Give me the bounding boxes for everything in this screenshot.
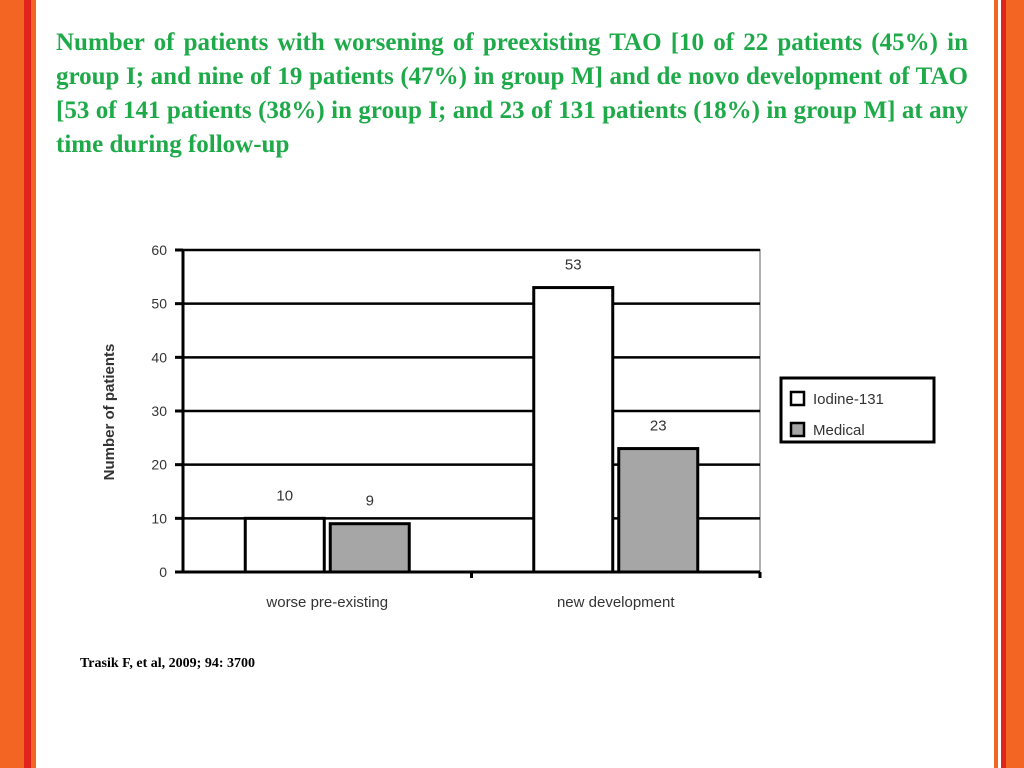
data-label: 9	[365, 492, 374, 510]
y-tick-label: 50	[151, 295, 167, 312]
legend-swatch	[791, 423, 804, 436]
bar	[245, 518, 324, 572]
y-tick-label: 0	[159, 564, 167, 580]
bar	[619, 449, 698, 572]
data-label: 10	[276, 487, 294, 505]
y-tick-label: 20	[151, 456, 167, 473]
legend-swatch	[791, 392, 804, 405]
legend-label: Iodine-131	[813, 391, 884, 408]
bar	[330, 524, 409, 572]
citation: Trasik F, et al, 2009; 94: 3700	[80, 656, 255, 671]
data-label: 53	[564, 256, 582, 274]
y-tick-label: 60	[151, 242, 167, 258]
y-tick-label: 30	[151, 403, 167, 419]
y-tick-label: 40	[151, 349, 167, 366]
slide-heading: Number of patients with worsening of preexisting TAO [10 of 22 patients (45%) in group I; and nine of 19 patients (47%) in group M] and de novo development of TAO [53 of 141 patients (38%) in group I; and 23 of 131 patients (18%) in group M] at any time during follow-up	[56, 29, 968, 158]
y-tick-label: 10	[151, 510, 167, 527]
x-category-label: new development	[556, 594, 675, 611]
data-label: 23	[649, 417, 667, 435]
x-category-label: worse pre-existing	[266, 594, 389, 611]
y-axis-label: Number of patients	[101, 343, 118, 481]
legend-label: Medical	[813, 422, 865, 439]
bar	[534, 288, 613, 572]
